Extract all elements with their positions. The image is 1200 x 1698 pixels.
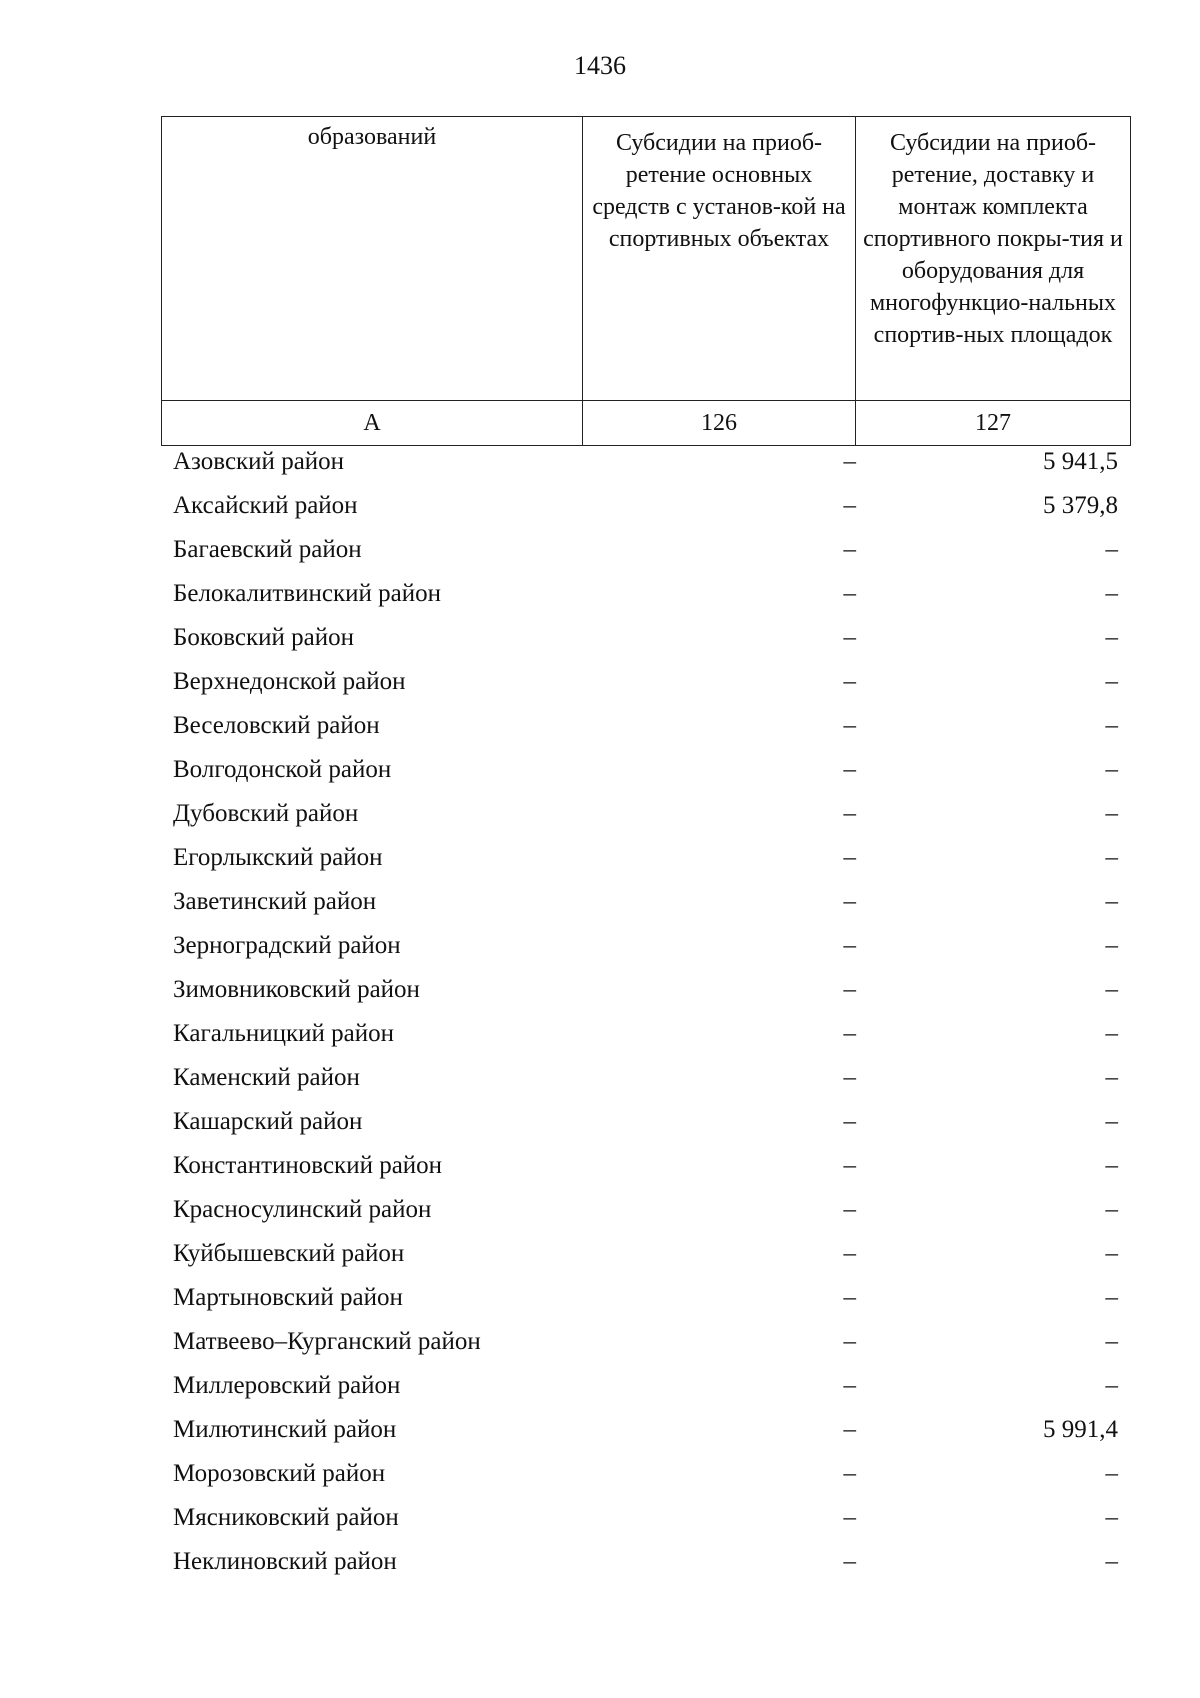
table-row bbox=[161, 924, 1130, 968]
table-row bbox=[161, 836, 1130, 880]
value-col127: – bbox=[1105, 1460, 1118, 1487]
value-col126: – bbox=[843, 976, 856, 1003]
district-name: Волгодонской район bbox=[173, 756, 392, 783]
district-name: Багаевский район bbox=[173, 536, 362, 563]
table-row bbox=[161, 748, 1130, 792]
district-name: Миллеровский район bbox=[173, 1372, 401, 1399]
value-col127: – bbox=[1105, 1284, 1118, 1311]
table-row bbox=[161, 1012, 1130, 1056]
district-name: Егорлыкский район bbox=[173, 844, 383, 871]
table-row bbox=[161, 968, 1130, 1012]
value-col126: – bbox=[843, 668, 856, 695]
value-col127: – bbox=[1105, 888, 1118, 915]
value-col127: – bbox=[1105, 1108, 1118, 1135]
header-cell-col126 bbox=[583, 117, 856, 401]
value-col126: – bbox=[843, 1460, 856, 1487]
value-col127: 5 379,8 bbox=[1043, 492, 1118, 519]
district-name: Матвеево–Курганский район bbox=[173, 1328, 481, 1355]
value-col126: – bbox=[843, 624, 856, 651]
district-name: Милютинский район bbox=[173, 1416, 397, 1443]
district-name: Куйбышевский район bbox=[173, 1240, 405, 1267]
value-col126: – bbox=[843, 932, 856, 959]
table-row bbox=[161, 1188, 1130, 1232]
value-col126: – bbox=[843, 1108, 856, 1135]
value-col127: – bbox=[1105, 932, 1118, 959]
district-name: Боковский район bbox=[173, 624, 354, 651]
district-name: Азовский район bbox=[173, 448, 345, 475]
value-col127: – bbox=[1105, 1152, 1118, 1179]
header-row bbox=[162, 117, 1131, 401]
table-row bbox=[161, 572, 1130, 616]
table-row bbox=[161, 1100, 1130, 1144]
value-col127: – bbox=[1105, 1196, 1118, 1223]
value-col126: – bbox=[843, 1240, 856, 1267]
table-row bbox=[161, 1276, 1130, 1320]
district-name: Зимовниковский район bbox=[173, 976, 420, 1003]
value-col127: – bbox=[1105, 1504, 1118, 1531]
table-row bbox=[161, 704, 1130, 748]
value-col127: 5 941,5 bbox=[1043, 448, 1118, 475]
value-col126: – bbox=[843, 448, 856, 475]
district-name: Каменский район bbox=[173, 1064, 360, 1091]
district-name: Кагальницкий район bbox=[173, 1020, 395, 1047]
value-col126: – bbox=[843, 492, 856, 519]
district-name: Константиновский район bbox=[173, 1152, 443, 1179]
table-row bbox=[161, 1452, 1130, 1496]
district-name: Морозовский район bbox=[173, 1460, 386, 1487]
district-name: Мясниковский район bbox=[173, 1504, 399, 1531]
value-col127: – bbox=[1105, 1372, 1118, 1399]
value-col127: – bbox=[1105, 1240, 1118, 1267]
value-col126: – bbox=[843, 1504, 856, 1531]
value-col127: – bbox=[1105, 1548, 1118, 1575]
value-col126: – bbox=[843, 1548, 856, 1575]
value-col127: – bbox=[1105, 976, 1118, 1003]
table-row bbox=[161, 1540, 1130, 1584]
header-cell-col127 bbox=[856, 117, 1131, 401]
value-col127: – bbox=[1105, 580, 1118, 607]
district-name: Дубовский район bbox=[173, 800, 359, 827]
table-row bbox=[161, 1056, 1130, 1100]
value-col126: – bbox=[843, 800, 856, 827]
district-name: Заветинский район bbox=[173, 888, 377, 915]
table-row bbox=[161, 616, 1130, 660]
table-row bbox=[161, 660, 1130, 704]
table-row bbox=[161, 1364, 1130, 1408]
table-row bbox=[161, 1408, 1130, 1452]
district-name: Белокалитвинский район bbox=[173, 580, 441, 607]
header-label-col126: Субсидии на приоб-ретение основных средств с установ-кой на спортивных объектах bbox=[592, 130, 846, 252]
value-col126: – bbox=[843, 1328, 856, 1355]
value-col126: – bbox=[843, 712, 856, 739]
table-row bbox=[161, 1232, 1130, 1276]
value-col127: – bbox=[1105, 624, 1118, 651]
district-name: Кашарский район bbox=[173, 1108, 363, 1135]
table-row bbox=[161, 528, 1130, 572]
district-name: Веселовский район bbox=[173, 712, 380, 739]
value-col126: – bbox=[843, 1064, 856, 1091]
value-col127: – bbox=[1105, 1064, 1118, 1091]
value-col126: – bbox=[843, 756, 856, 783]
value-col126: – bbox=[843, 1416, 856, 1443]
table-row bbox=[161, 1144, 1130, 1188]
table-row bbox=[161, 1496, 1130, 1540]
value-col127: – bbox=[1105, 1020, 1118, 1047]
table-row bbox=[161, 880, 1130, 924]
table-header bbox=[161, 116, 1131, 446]
district-name: Красносулинский район bbox=[173, 1196, 432, 1223]
numbering-cell-126: 126 bbox=[583, 401, 856, 446]
value-col127: – bbox=[1105, 844, 1118, 871]
value-col127: – bbox=[1105, 756, 1118, 783]
value-col126: – bbox=[843, 1196, 856, 1223]
district-name: Зерноградский район bbox=[173, 932, 401, 959]
header-label-name: образований bbox=[307, 124, 437, 150]
value-col127: – bbox=[1105, 1328, 1118, 1355]
value-col126: – bbox=[843, 536, 856, 563]
district-name: Аксайский район bbox=[173, 492, 358, 519]
district-name: Неклиновский район bbox=[173, 1548, 397, 1575]
value-col126: – bbox=[843, 1020, 856, 1047]
value-col126: – bbox=[843, 580, 856, 607]
district-name: Верхнедонской район bbox=[173, 668, 406, 695]
district-name: Мартыновский район bbox=[173, 1284, 403, 1311]
table-row bbox=[161, 440, 1130, 484]
value-col126: – bbox=[843, 844, 856, 871]
value-col127: 5 991,4 bbox=[1043, 1416, 1118, 1443]
value-col127: – bbox=[1105, 536, 1118, 563]
page-number: 1436 bbox=[574, 51, 626, 80]
value-col126: – bbox=[843, 1152, 856, 1179]
value-col127: – bbox=[1105, 668, 1118, 695]
header-label-col127: Субсидии на приоб-ретение, доставку и монтаж комплекта спортивного покры-тия и оборудования для многофункцио-нальных спортив-ных площадок bbox=[863, 130, 1123, 348]
numbering-cell-a: А bbox=[162, 401, 583, 446]
table-body bbox=[161, 440, 1130, 1584]
header-cell-name bbox=[162, 117, 583, 401]
numbering-row bbox=[162, 401, 1131, 446]
numbering-cell-127: 127 bbox=[856, 401, 1131, 446]
table-row bbox=[161, 484, 1130, 528]
table-row bbox=[161, 792, 1130, 836]
value-col127: – bbox=[1105, 800, 1118, 827]
value-col126: – bbox=[843, 888, 856, 915]
value-col127: – bbox=[1105, 712, 1118, 739]
value-col126: – bbox=[843, 1372, 856, 1399]
table-row bbox=[161, 1320, 1130, 1364]
value-col126: – bbox=[843, 1284, 856, 1311]
